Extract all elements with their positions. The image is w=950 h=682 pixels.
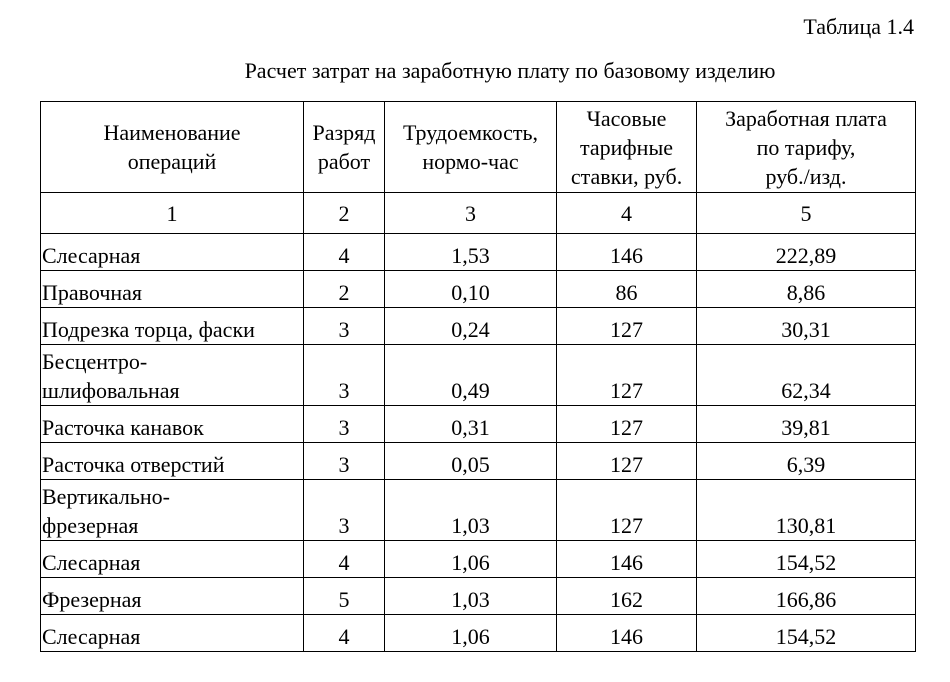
header-row: [41, 102, 916, 193]
cell-wage: 62,34: [697, 345, 916, 406]
cell-labor-intensity: 0,24: [385, 308, 557, 345]
column-number: 2: [304, 193, 385, 234]
cell-wage: 130,81: [697, 480, 916, 541]
header-grade: [304, 102, 385, 193]
table-row: [41, 271, 916, 308]
table-row: [41, 578, 916, 615]
cell-hourly-rate: 146: [557, 541, 697, 578]
cell-grade: 4: [304, 615, 385, 652]
operation-name-line: Слесарная: [42, 550, 141, 575]
header-line: тарифные: [580, 134, 673, 160]
operation-name-line: Подрезка торца, фаски: [42, 317, 255, 342]
cell-hourly-rate: 127: [557, 480, 697, 541]
column-number: 4: [557, 193, 697, 234]
cell-grade: 3: [304, 345, 385, 406]
cell-grade: 4: [304, 234, 385, 271]
cell-operation-name: [41, 406, 304, 443]
header-operation-name: [41, 102, 304, 193]
cell-hourly-rate: 146: [557, 615, 697, 652]
operation-name-line: шлифовальная: [42, 378, 180, 403]
column-number: 5: [697, 193, 916, 234]
cell-labor-intensity: 0,49: [385, 345, 557, 406]
cell-labor-intensity: 0,10: [385, 271, 557, 308]
table-row: [41, 406, 916, 443]
table-row: [41, 234, 916, 271]
cell-hourly-rate: 127: [557, 443, 697, 480]
cell-wage: 6,39: [697, 443, 916, 480]
cell-labor-intensity: 1,06: [385, 615, 557, 652]
header-line: ставки, руб.: [570, 163, 683, 189]
header-line: Трудоемкость,: [402, 120, 539, 145]
cell-wage: 30,31: [697, 308, 916, 345]
cell-grade: 2: [304, 271, 385, 308]
table-row: [41, 541, 916, 578]
cell-labor-intensity: 0,05: [385, 443, 557, 480]
table-row: [41, 480, 916, 541]
cell-operation-name: [41, 271, 304, 308]
operation-name-line: Расточка отверстий: [42, 452, 225, 477]
cell-operation-name: [41, 541, 304, 578]
cell-labor-intensity: 0,31: [385, 406, 557, 443]
cell-wage: 39,81: [697, 406, 916, 443]
cell-hourly-rate: 127: [557, 308, 697, 345]
cell-grade: 3: [304, 406, 385, 443]
cell-hourly-rate: 162: [557, 578, 697, 615]
table-caption: Расчет затрат на заработную плату по базовому изделию: [244, 58, 776, 83]
table-row: [41, 443, 916, 480]
column-number: 3: [385, 193, 557, 234]
cell-operation-name: [41, 615, 304, 652]
cell-labor-intensity: 1,03: [385, 578, 557, 615]
operation-name-line: Расточка канавок: [42, 415, 204, 440]
cell-grade: 3: [304, 480, 385, 541]
header-wage: [697, 102, 916, 193]
operation-name-line: Слесарная: [42, 243, 141, 268]
header-line: по тарифу,: [756, 134, 856, 160]
header-line: операций: [127, 149, 217, 174]
cell-hourly-rate: 127: [557, 406, 697, 443]
header-line: Часовые: [586, 105, 667, 131]
cell-wage: 222,89: [697, 234, 916, 271]
header-line: нормо-час: [422, 149, 519, 174]
table-number: Таблица 1.4: [803, 14, 914, 39]
cell-wage: 154,52: [697, 541, 916, 578]
cell-grade: 4: [304, 541, 385, 578]
cell-labor-intensity: 1,03: [385, 480, 557, 541]
cell-operation-name: [41, 480, 304, 541]
cell-wage: 154,52: [697, 615, 916, 652]
column-number: 1: [41, 193, 304, 234]
cell-operation-name: [41, 443, 304, 480]
cell-operation-name: [41, 234, 304, 271]
cell-grade: 5: [304, 578, 385, 615]
table-row: [41, 308, 916, 345]
cell-grade: 3: [304, 443, 385, 480]
header-hourly-rate: [557, 102, 697, 193]
column-number-row: [41, 193, 916, 234]
table-row: [41, 615, 916, 652]
cell-labor-intensity: 1,06: [385, 541, 557, 578]
header-line: работ: [317, 149, 371, 174]
operation-name-line: Слесарная: [42, 624, 141, 649]
cell-hourly-rate: 86: [557, 271, 697, 308]
cell-labor-intensity: 1,53: [385, 234, 557, 271]
wage-cost-table: [40, 101, 916, 652]
cell-hourly-rate: 127: [557, 345, 697, 406]
operation-name-line: Вертикально-: [42, 484, 170, 509]
operation-name-line: Правочная: [42, 280, 143, 305]
operation-name-line: Фрезерная: [42, 587, 142, 612]
cell-hourly-rate: 146: [557, 234, 697, 271]
header-line: руб./изд.: [765, 163, 847, 189]
operation-name-line: фрезерная: [42, 513, 139, 538]
header-labor-intensity: [385, 102, 557, 193]
cell-operation-name: [41, 308, 304, 345]
header-line: Заработная плата: [725, 105, 887, 131]
cell-wage: 166,86: [697, 578, 916, 615]
operation-name-line: Бесцентро-: [42, 349, 148, 374]
table-body: [41, 234, 916, 652]
table-row: [41, 345, 916, 406]
cell-wage: 8,86: [697, 271, 916, 308]
cell-grade: 3: [304, 308, 385, 345]
header-line: Наименование: [103, 120, 241, 145]
cell-operation-name: [41, 578, 304, 615]
header-line: Разряд: [312, 120, 376, 145]
cell-operation-name: [41, 345, 304, 406]
